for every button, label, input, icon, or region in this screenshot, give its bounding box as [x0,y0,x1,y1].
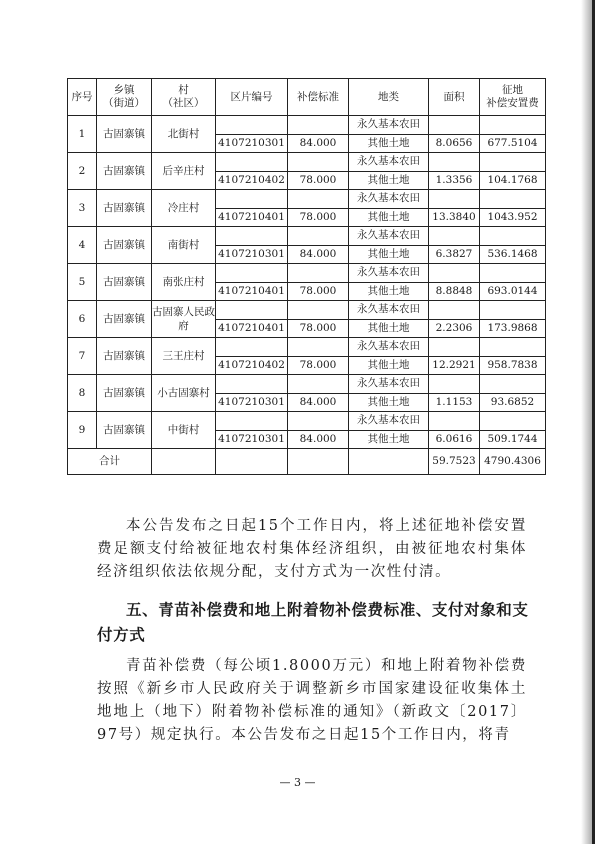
cell-fee-empty [480,227,546,246]
cell-seq: 6 [68,301,97,338]
total-empty [349,449,429,475]
cell-std: 78.000 [288,319,349,338]
cell-seq: 3 [68,190,97,227]
table-header-row [68,79,546,116]
total-empty [152,449,216,475]
cell-block: 4107210301 [216,134,288,153]
cell-block: 4107210301 [216,245,288,264]
cell-fee: 93.6852 [480,393,546,412]
cell-town: 古固寨镇 [97,227,152,264]
cell-std-empty [288,375,349,394]
cell-area: 6.0616 [429,430,480,449]
cell-area-empty [429,338,480,357]
cell-block-empty [216,301,288,320]
cell-block-empty [216,153,288,172]
table-total-row [68,449,546,475]
cell-fee: 509.1744 [480,430,546,449]
cell-village: 北街村 [152,116,216,153]
cell-area: 13.3840 [429,208,480,227]
cell-area-empty [429,227,480,246]
cell-std: 84.000 [288,245,349,264]
cell-fee-empty [480,264,546,283]
cell-town: 古固寨镇 [97,375,152,412]
cell-std: 84.000 [288,134,349,153]
cell-area: 8.8848 [429,282,480,301]
cell-village: 中街村 [152,412,216,449]
cell-block: 4107210301 [216,393,288,412]
cell-block-empty [216,338,288,357]
cell-seq: 1 [68,116,97,153]
cell-landtype-primary: 永久基本农田 [349,190,429,209]
cell-landtype-primary: 永久基本农田 [349,153,429,172]
total-empty [288,449,349,475]
total-label: 合计 [68,449,152,475]
cell-area: 6.3827 [429,245,480,264]
cell-fee: 536.1468 [480,245,546,264]
cell-std: 78.000 [288,171,349,190]
cell-block-empty [216,375,288,394]
table-row [68,153,546,172]
cell-fee-empty [480,153,546,172]
table-row [68,301,546,320]
cell-landtype-other: 其他土地 [349,245,429,264]
cell-block: 4107210401 [216,282,288,301]
cell-seq: 7 [68,338,97,375]
cell-landtype-other: 其他土地 [349,393,429,412]
cell-block: 4107210301 [216,430,288,449]
cell-town: 古固寨镇 [97,412,152,449]
total-empty [216,449,288,475]
cell-area-empty [429,375,480,394]
cell-village: 后辛庄村 [152,153,216,190]
cell-fee: 173.9868 [480,319,546,338]
cell-std-empty [288,264,349,283]
cell-town: 古固寨镇 [97,190,152,227]
cell-fee-empty [480,338,546,357]
cell-block: 4107210402 [216,171,288,190]
paragraph-payment: 本公告发布之日起15个工作日内，将上述征地补偿安置费足额支付给被征地农村集体经济组织，由被征地农村集体经济组织依法依规分配，支付方式为一次性付清。 [97,518,527,580]
cell-landtype-other: 其他土地 [349,134,429,153]
cell-fee-empty [480,375,546,394]
cell-block-empty [216,412,288,431]
cell-fee: 104.1768 [480,171,546,190]
cell-std-empty [288,116,349,135]
header-landtype: 地类 [349,79,429,116]
cell-town: 古固寨镇 [97,153,152,190]
cell-landtype-primary: 永久基本农田 [349,301,429,320]
cell-fee: 1043.952 [480,208,546,227]
table-row [68,190,546,209]
cell-landtype-primary: 永久基本农田 [349,338,429,357]
cell-area: 2.2306 [429,319,480,338]
cell-town: 古固寨镇 [97,301,152,338]
table-row [68,375,546,394]
cell-town: 古固寨镇 [97,338,152,375]
cell-area: 1.3356 [429,171,480,190]
cell-seq: 2 [68,153,97,190]
page-number: — 3 — [279,776,316,789]
cell-std: 78.000 [288,282,349,301]
table-row [68,412,546,431]
cell-landtype-other: 其他土地 [349,356,429,375]
cell-village: 南街村 [152,227,216,264]
header-area: 面积 [429,79,480,116]
cell-seq: 4 [68,227,97,264]
cell-area: 12.2921 [429,356,480,375]
cell-fee: 958.7838 [480,356,546,375]
cell-std-empty [288,227,349,246]
total-area: 59.7523 [429,449,480,475]
cell-std: 78.000 [288,208,349,227]
cell-seq: 5 [68,264,97,301]
paragraph-crops: 青苗补偿费（每公顷1.8000万元）和地上附着物补偿费按照《新乡市人民政府关于调整新乡市国家建设征收集体土地地上（地下）附着物补偿标准的通知》（新政文〔2017〕97号）规定执行。本公告发布之日起15个工作日内，将青 [97,658,527,743]
cell-std: 78.000 [288,356,349,375]
header-town: 乡镇 （街道） [97,79,152,116]
table-row [68,116,546,135]
cell-fee-empty [480,190,546,209]
cell-landtype-primary: 永久基本农田 [349,375,429,394]
cell-area: 1.1153 [429,393,480,412]
cell-area-empty [429,153,480,172]
cell-area-empty [429,116,480,135]
header-fee: 征地 补偿安置费 [480,79,546,116]
cell-std-empty [288,412,349,431]
cell-area: 8.0656 [429,134,480,153]
cell-area-empty [429,412,480,431]
cell-block: 4107210401 [216,319,288,338]
table-row [68,338,546,357]
cell-village: 三王庄村 [152,338,216,375]
header-seq: 序号 [68,79,97,116]
cell-landtype-other: 其他土地 [349,282,429,301]
cell-std: 84.000 [288,430,349,449]
cell-seq: 9 [68,412,97,449]
table-row [68,227,546,246]
cell-village: 冷庄村 [152,190,216,227]
cell-village: 古固寨人民政府 [152,301,216,338]
cell-town: 古固寨镇 [97,116,152,153]
cell-fee-empty [480,301,546,320]
cell-village: 小古固寨村 [152,375,216,412]
cell-landtype-other: 其他土地 [349,171,429,190]
cell-std-empty [288,190,349,209]
cell-landtype-other: 其他土地 [349,319,429,338]
cell-std-empty [288,301,349,320]
cell-area-empty [429,264,480,283]
cell-fee-empty [480,116,546,135]
cell-block: 4107210401 [216,208,288,227]
cell-village: 南张庄村 [152,264,216,301]
cell-seq: 8 [68,375,97,412]
cell-std-empty [288,338,349,357]
cell-fee: 677.5104 [480,134,546,153]
section-heading: 五、青苗补偿费和地上附着物补偿费标准、支付对象和支付方式 [97,601,529,644]
cell-area-empty [429,301,480,320]
cell-fee: 693.0144 [480,282,546,301]
cell-block-empty [216,227,288,246]
cell-std-empty [288,153,349,172]
cell-area-empty [429,190,480,209]
header-village: 村 （社区） [152,79,216,116]
cell-landtype-primary: 永久基本农田 [349,264,429,283]
compensation-table [67,78,546,475]
cell-landtype-primary: 永久基本农田 [349,227,429,246]
cell-block-empty [216,264,288,283]
cell-block: 4107210402 [216,356,288,375]
cell-block-empty [216,116,288,135]
cell-landtype-primary: 永久基本农田 [349,412,429,431]
total-fee: 4790.4306 [480,449,546,475]
cell-block-empty [216,190,288,209]
cell-std: 84.000 [288,393,349,412]
cell-fee-empty [480,412,546,431]
cell-town: 古固寨镇 [97,264,152,301]
cell-landtype-other: 其他土地 [349,208,429,227]
header-block: 区片编号 [216,79,288,116]
cell-landtype-other: 其他土地 [349,430,429,449]
table-row [68,264,546,283]
cell-landtype-primary: 永久基本农田 [349,116,429,135]
header-std: 补偿标准 [288,79,349,116]
